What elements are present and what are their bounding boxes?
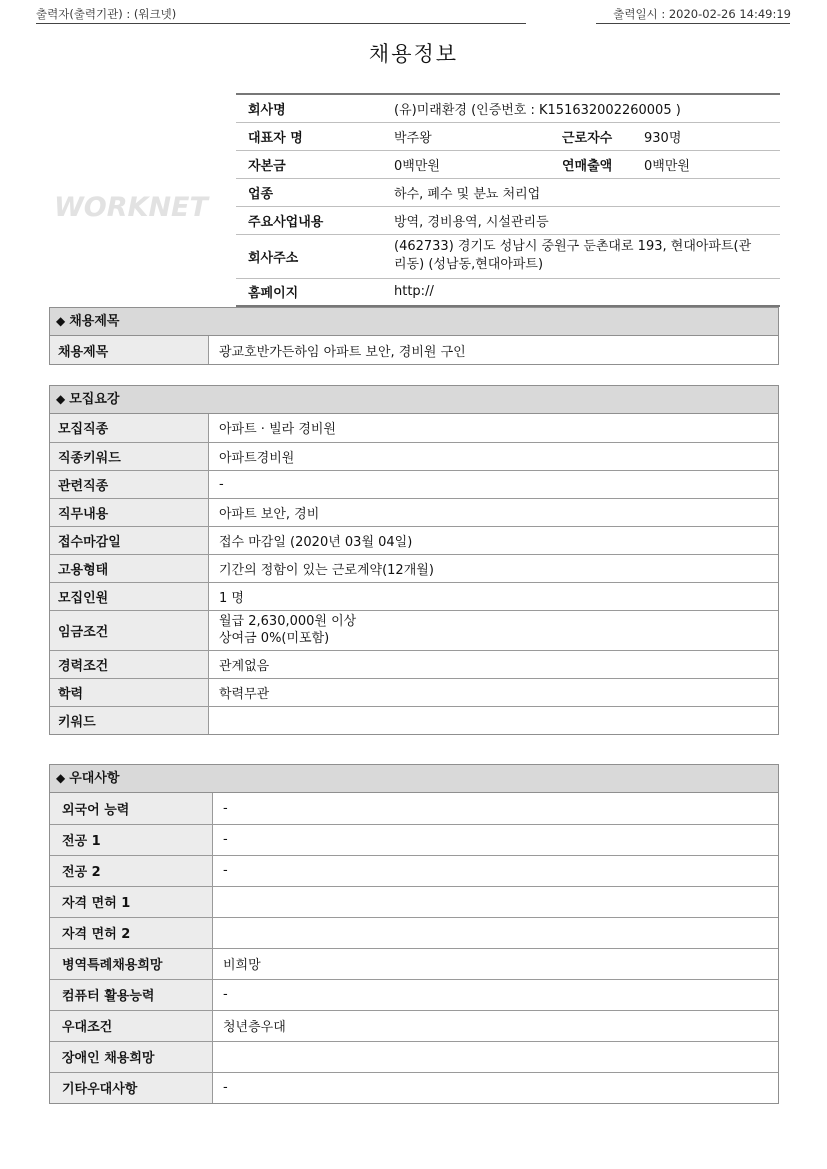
row-value: - (213, 979, 779, 1010)
address-line-1: (462733) 경기도 성남시 중원구 둔촌대로 193, 현대아파트(관 (394, 239, 752, 254)
row-label: 자격 면허 2 (50, 917, 213, 948)
ceo-label: 대표자 명 (236, 122, 382, 150)
row-label: 고용형태 (50, 554, 209, 582)
row-value: 접수 마감일 (2020년 03월 04일) (209, 526, 779, 554)
homepage-label: 홈페이지 (236, 278, 382, 306)
row-label: 모집직종 (50, 414, 209, 442)
row-label: 기타우대사항 (50, 1072, 213, 1103)
preference-section-heading (50, 765, 778, 793)
company-info-table (236, 93, 780, 307)
company-name-value: (유)미래환경 (인증번호 : K151632002260005 ) (382, 94, 780, 122)
row-value: - (209, 470, 779, 498)
row-value: 관계없음 (209, 650, 779, 678)
job-title-section-heading (50, 308, 778, 336)
row-label: 전공 1 (50, 824, 213, 855)
industry-value: 하수, 폐수 및 분뇨 처리업 (382, 178, 780, 206)
table-row (50, 336, 778, 364)
company-ceo-row (236, 122, 780, 150)
row-value (213, 886, 779, 917)
employees-value: 930명 (644, 122, 780, 150)
company-industry-row (236, 178, 780, 206)
row-value: 1 명 (209, 582, 779, 610)
company-address-row (236, 234, 780, 278)
worknet-watermark-logo (52, 190, 212, 222)
address-value (382, 234, 780, 278)
row-value: 비희망 (213, 948, 779, 979)
capital-label: 자본금 (236, 150, 382, 178)
page-title: 채용정보 (368, 42, 459, 66)
recruitment-section-heading (50, 386, 778, 414)
diamond-bullet-icon: ◆ (56, 314, 66, 328)
table-row (50, 824, 778, 855)
table-row (50, 948, 778, 979)
row-value: 청년층우대 (213, 1010, 779, 1041)
job-title-value: 광교호반가든하임 아파트 보안, 경비원 구인 (219, 344, 466, 360)
row-label: 모집인원 (50, 582, 209, 610)
table-row (50, 554, 778, 582)
table-row (50, 610, 778, 650)
table-row (50, 678, 778, 706)
row-label: 직종키워드 (50, 442, 209, 470)
row-value: 기간의 정함이 있는 근로계약(12개월) (209, 554, 779, 582)
row-label: 장애인 채용희망 (50, 1041, 213, 1072)
table-row (50, 1041, 778, 1072)
row-label: 우대조건 (50, 1010, 213, 1041)
row-label: 경력조건 (50, 650, 209, 678)
diamond-bullet-icon: ◆ (56, 392, 66, 406)
table-row (50, 979, 778, 1010)
address-line-2: 리동) (성남동,현대아파트) (394, 257, 544, 272)
table-row (50, 470, 778, 498)
company-homepage-row (236, 278, 780, 306)
business-value: 방역, 경비용역, 시설관리등 (382, 206, 780, 234)
row-label: 병역특례채용희망 (50, 948, 213, 979)
business-label: 주요사업내용 (236, 206, 382, 234)
table-row (50, 793, 778, 824)
table-row (50, 582, 778, 610)
sales-value: 0백만원 (644, 150, 780, 178)
company-name-row (236, 94, 780, 122)
row-value (213, 917, 779, 948)
job-title-section (49, 307, 779, 365)
section-heading-text: 모집요강 (69, 392, 120, 407)
ceo-value: 박주왕 (382, 122, 562, 150)
row-label: 컴퓨터 활용능력 (50, 979, 213, 1010)
company-capital-row (236, 150, 780, 178)
row-value: - (223, 800, 228, 816)
row-value: 아파트 보안, 경비 (209, 498, 779, 526)
row-value: 학력무관 (209, 678, 779, 706)
row-label: 관련직종 (50, 470, 209, 498)
capital-value: 0백만원 (382, 150, 562, 178)
section-heading-text: 채용제목 (69, 314, 120, 329)
printer-info: 출력자(출력기관) : (워크넷) (36, 7, 177, 21)
header-divider-right (596, 23, 790, 24)
employees-label: 근로자수 (562, 122, 644, 150)
table-row (50, 855, 778, 886)
row-label: 임금조건 (50, 610, 209, 650)
row-value (213, 1041, 779, 1072)
table-row (50, 706, 778, 734)
row-label: 자격 면허 1 (50, 886, 213, 917)
company-name-label: 회사명 (236, 94, 382, 122)
print-datetime: 출력일시 : 2020-02-26 14:49:19 (613, 7, 791, 21)
table-row (50, 650, 778, 678)
industry-label: 업종 (236, 178, 382, 206)
table-row (50, 1072, 778, 1103)
table-row (50, 442, 778, 470)
header-divider-left (36, 23, 526, 24)
row-label: 외국어 능력 (50, 793, 213, 824)
row-value: 아파트 · 빌라 경비원 (219, 422, 336, 438)
table-row (50, 526, 778, 554)
row-value: 아파트경비원 (209, 442, 779, 470)
bonus-line: 상여금 0%(미포함) (219, 631, 330, 646)
sales-label: 연매출액 (562, 150, 644, 178)
homepage-link[interactable]: http:// (382, 278, 780, 306)
recruitment-section (49, 385, 779, 735)
table-row (50, 1010, 778, 1041)
row-label: 직무내용 (50, 498, 209, 526)
preference-section (49, 764, 779, 1104)
table-row (50, 917, 778, 948)
row-value: - (213, 1072, 779, 1103)
job-title-label: 채용제목 (50, 336, 209, 364)
row-value (209, 706, 779, 734)
row-value (209, 610, 779, 650)
row-label: 접수마감일 (50, 526, 209, 554)
row-label: 학력 (50, 678, 209, 706)
row-label: 키워드 (50, 706, 209, 734)
row-value: - (213, 824, 779, 855)
diamond-bullet-icon: ◆ (56, 771, 66, 785)
section-heading-text: 우대사항 (69, 771, 120, 786)
svg-text:WORKNET: WORKNET (54, 192, 208, 222)
table-row (50, 498, 778, 526)
row-value: - (213, 855, 779, 886)
table-row (50, 886, 778, 917)
table-row (50, 414, 778, 442)
salary-line: 월급 2,630,000원 이상 (219, 614, 357, 629)
company-business-row (236, 206, 780, 234)
row-label: 전공 2 (50, 855, 213, 886)
address-label: 회사주소 (236, 234, 382, 278)
print-header (36, 6, 791, 22)
